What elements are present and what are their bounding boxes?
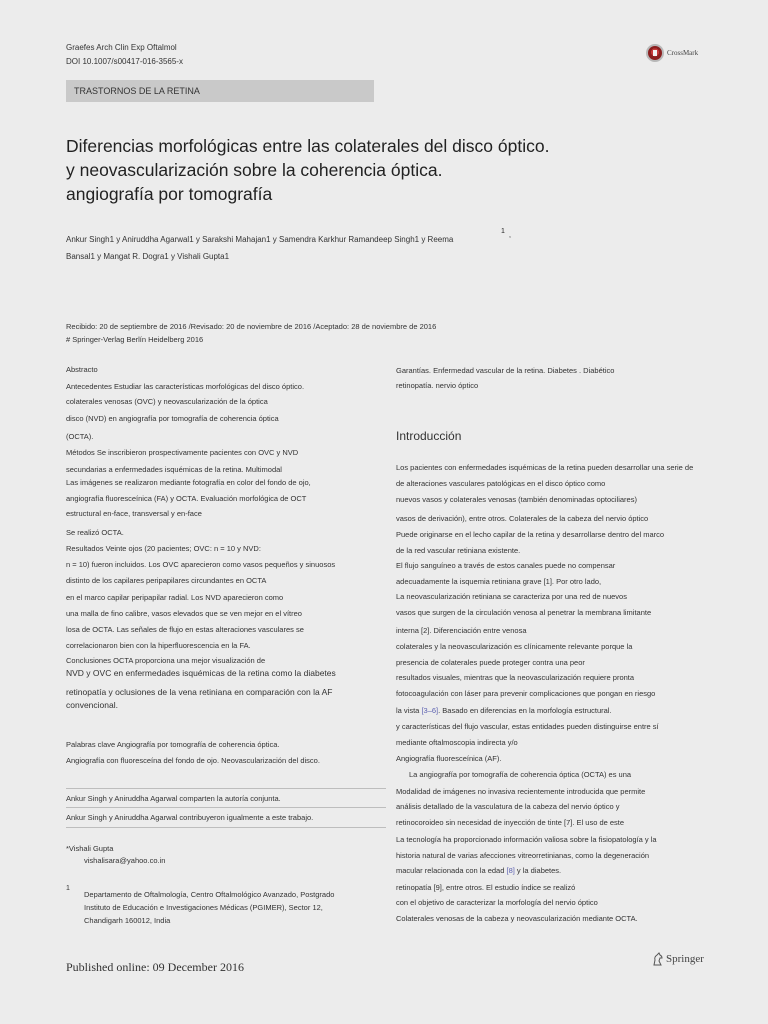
- journal-name: Graefes Arch Clin Exp Oftalmol: [66, 43, 177, 52]
- abstract-line: Conclusiones OCTA proporciona una mejor visualización de: [66, 656, 266, 665]
- intro-line: presencia de colaterales puede proteger contra una peor: [396, 658, 585, 667]
- keywords-continued: retinopatía. nervio óptico: [396, 381, 479, 390]
- springer-label: Springer: [666, 953, 704, 965]
- author-affiliation-mark: 1: [501, 228, 505, 235]
- intro-text: macular relacionada con la edad: [396, 866, 505, 875]
- intro-line: fotocoagulación con láser para prevenir complicaciones que pongan en riesgo: [396, 689, 656, 698]
- abstract-line: en el marco capilar peripapilar radial. Los NVD aparecieron como: [66, 593, 284, 602]
- abstract-line: retinopatía y oclusiones de la vena retiniana en comparación con la AF: [66, 687, 333, 697]
- joint-authorship-note: Ankur Singh y Aniruddha Agarwal comparten la autoría conjunta.: [66, 794, 281, 803]
- intro-text: la vista: [396, 706, 420, 715]
- keywords-continued: Garantías. Enfermedad vascular de la retina. Diabetes . Diabético: [396, 366, 615, 375]
- intro-line: colaterales y la neovascularización es clínicamente relevante porque la: [396, 642, 633, 651]
- intro-line: Los pacientes con enfermedades isquémicas de la retina pueden desarrollar una serie de: [396, 463, 694, 472]
- intro-line: La tecnología ha proporcionado información valiosa sobre la fisiopatología y la: [396, 835, 657, 844]
- keywords-line: Palabras clave Angiografía por tomografía de coherencia óptica.: [66, 740, 280, 749]
- intro-line: Modalidad de imágenes no invasiva recientemente introducida que permite: [396, 787, 646, 796]
- intro-line: Angiografía fluoresceínica (AF).: [396, 754, 502, 763]
- intro-line: [396, 866, 561, 875]
- abstract-line: Resultados Veinte ojos (20 pacientes; OVC: n = 10 y NVD:: [66, 544, 261, 553]
- abstract-line: NVD y OVC en enfermedades isquémicas de la retina como la diabetes: [66, 668, 336, 678]
- intro-text: y la diabetes.: [514, 866, 562, 875]
- intro-line: El flujo sanguíneo a través de estos canales puede no compensar: [396, 561, 616, 570]
- intro-line: La angiografía por tomografía de coherencia óptica (OCTA) es una: [409, 770, 632, 779]
- intro-line: con el objetivo de caracterizar la morfología del nervio óptico: [396, 898, 598, 907]
- corresponding-email[interactable]: vishalisara@yahoo.co.in: [84, 856, 166, 865]
- article-history: Recibido: 20 de septiembre de 2016 /Revisado: 20 de noviembre de 2016 /Aceptado: 28 de noviembre de 2016: [66, 322, 437, 331]
- intro-line: nuevos vasos y colaterales venosas (también denominadas optociliares): [396, 495, 637, 504]
- abstract-heading: Abstracto: [66, 365, 98, 374]
- author-affiliation-mark-comma: ,: [509, 232, 511, 239]
- affiliation-mark: 1: [66, 885, 70, 892]
- right-column: [396, 0, 708, 1024]
- authors-line: Ankur Singh1 y Aniruddha Agarwal1 y Sarakshi Mahajan1 y Samendra Karkhur Ramandeep Singh1 y Reema: [66, 235, 454, 244]
- intro-line: resultados visuales, mientras que la neovascularización requiere pronta: [396, 673, 635, 682]
- abstract: [66, 0, 386, 1024]
- authors-line: Bansal1 y Mangat R. Dogra1 y Vishali Gupta1: [66, 252, 230, 261]
- title-line: Diferencias morfológicas entre las colaterales del disco óptico.: [66, 136, 550, 156]
- doi[interactable]: DOI 10.1007/s00417-016-3565-x: [66, 57, 183, 66]
- abstract-line: una malla de fino calibre, vasos elevados que se ven mejor en el vítreo: [66, 609, 302, 618]
- title-line: y neovascularización sobre la coherencia óptica.: [66, 160, 443, 180]
- published-online: Published online: 09 December 2016: [66, 960, 244, 974]
- citation-link[interactable]: [8]: [506, 866, 515, 875]
- intro-line: historia natural de varias afecciones vitreorretinianas, como la degeneración: [396, 851, 650, 860]
- abstract-line: secundarias a enfermedades isquémicas de la retina. Multimodal: [66, 465, 282, 474]
- abstract-line: Se realizó OCTA.: [66, 528, 124, 537]
- intro-line: [396, 706, 612, 715]
- intro-line: La neovascularización retiniana se caracteriza por una red de nuevos: [396, 592, 627, 601]
- abstract-line: n = 10) fueron incluidos. Los OVC aparecieron como vasos pequeños y sinuosos: [66, 560, 336, 569]
- abstract-line: disco (NVD) en angiografía por tomografía de coherencia óptica: [66, 414, 279, 423]
- affiliation-line: Instituto de Educación e Investigaciones Médicas (PGIMER), Sector 12,: [84, 903, 323, 912]
- corresponding-author: *Vishali Gupta: [66, 844, 114, 853]
- abstract-line: distinto de los capilares peripapilares circundantes en OCTA: [66, 576, 267, 585]
- abstract-line: (OCTA).: [66, 432, 94, 441]
- abstract-line: estructural en-face, transversal y en-face: [66, 509, 202, 518]
- note-divider: [66, 827, 386, 828]
- intro-line: mediante oftalmoscopia indirecta y/o: [396, 738, 518, 747]
- intro-line: retinocoroideo sin necesidad de inyección de tinte [7]. El uso de este: [396, 818, 625, 827]
- abstract-line: colaterales venosas (OVC) y neovascularización de la óptica: [66, 397, 268, 406]
- copyright: # Springer-Verlag Berlín Heidelberg 2016: [66, 335, 204, 344]
- affiliation-line: Departamento de Oftalmología, Centro Oftalmológico Avanzado, Postgrado: [84, 890, 335, 899]
- intro-line: vasos de derivación), entre otros. Colaterales de la cabeza del nervio óptico: [396, 514, 649, 523]
- intro-line: retinopatía [9], entre otros. El estudio índice se realizó: [396, 883, 576, 892]
- intro-line: análisis detallado de la vasculatura de la cabeza del nervio óptico y: [396, 802, 620, 811]
- intro-line: y características del flujo vascular, estas entidades pueden distinguirse entre sí: [396, 722, 659, 731]
- affiliation-line: Chandigarh 160012, India: [84, 916, 171, 925]
- intro-line: adecuadamente la isquemia retiniana grave [1]. Por otro lado,: [396, 577, 602, 586]
- abstract-line: correlacionaron bien con la hiperfluorescencia en la FA.: [66, 641, 251, 650]
- springer-horse-icon: [652, 952, 664, 966]
- intro-line: Colaterales venosas de la cabeza y neovascularización mediante OCTA.: [396, 914, 638, 923]
- springer-logo: [652, 952, 704, 966]
- abstract-line: convencional.: [66, 700, 118, 710]
- abstract-line: Antecedentes Estudiar las características morfológicas del disco óptico.: [66, 382, 305, 391]
- citation-link[interactable]: [3–6]: [421, 706, 439, 715]
- intro-line: vasos que surgen de la circulación venosa al penetrar la membrana limitante: [396, 608, 652, 617]
- crossmark-label: CrossMark: [667, 49, 699, 57]
- note-divider: [66, 788, 386, 789]
- abstract-line: Las imágenes se realizaron mediante fotografía en color del fondo de ojo,: [66, 478, 311, 487]
- abstract-line: angiografía fluoresceínica (FA) y OCTA. Evaluación morfológica de OCT: [66, 494, 307, 503]
- intro-text: . Basado en diferencias en la morfología estructural.: [438, 706, 612, 715]
- keywords-line: Angiografía con fluoresceína del fondo de ojo. Neovascularización del disco.: [66, 756, 320, 765]
- introduction-heading: Introducción: [396, 429, 462, 443]
- abstract-line: Métodos Se inscribieron prospectivamente pacientes con OVC y NVD: [66, 448, 299, 457]
- note-divider: [66, 807, 386, 808]
- intro-line: Puede originarse en el lecho capilar de la retina y desarrollarse dentro del marco: [396, 530, 665, 539]
- title-line: angiografía por tomografía: [66, 184, 273, 204]
- intro-line: de alteraciones vasculares patológicas en el disco óptico como: [396, 479, 606, 488]
- section-label: TRASTORNOS DE LA RETINA: [66, 80, 374, 102]
- contribution-note: Ankur Singh y Aniruddha Agarwal contribuyeron igualmente a este trabajo.: [66, 813, 314, 822]
- abstract-line: losa de OCTA. Las señales de flujo en estas alteraciones vasculares se: [66, 625, 304, 634]
- intro-line: de la red vascular retiniana existente.: [396, 546, 521, 555]
- intro-line: interna [2]. Diferenciación entre venosa: [396, 626, 527, 635]
